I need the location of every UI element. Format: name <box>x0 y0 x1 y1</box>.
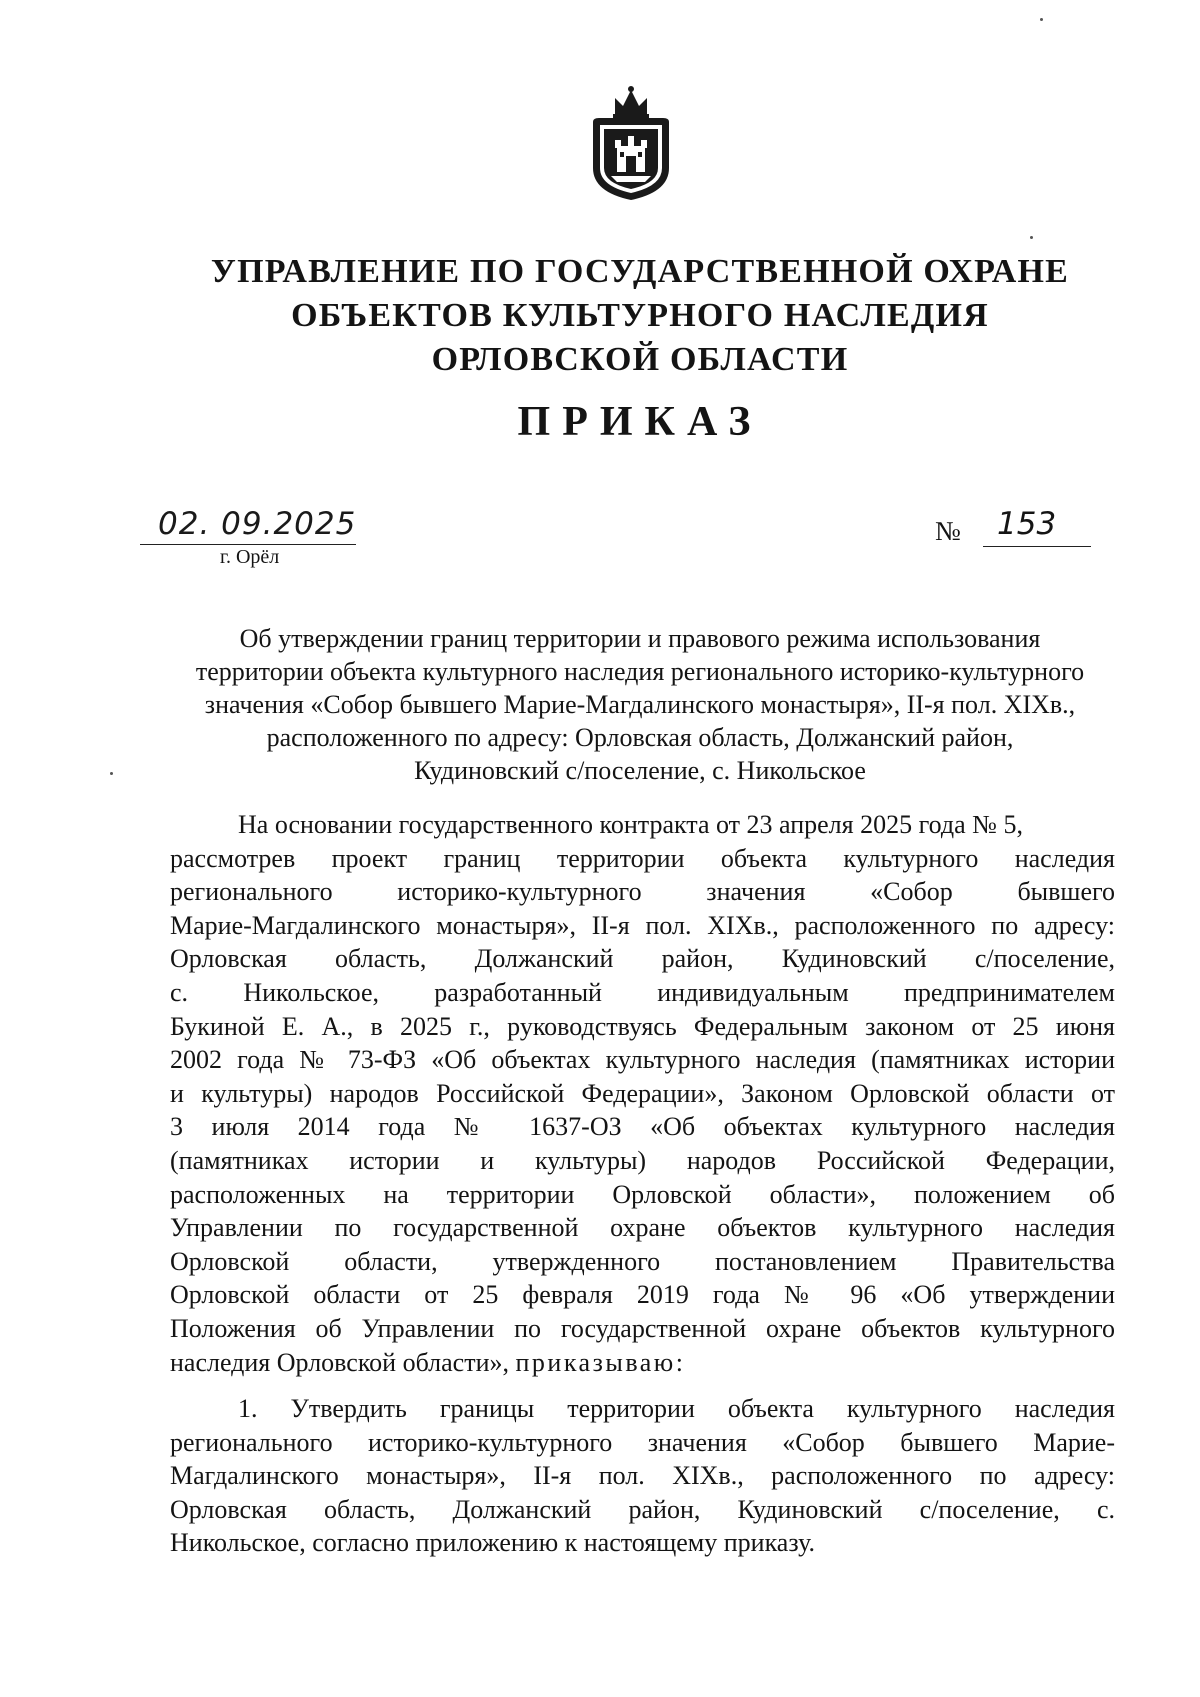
order-item-1 <box>170 1392 1115 1560</box>
preamble-line: регионального историко-культурного значения «Собор бывшего <box>170 877 1115 907</box>
preamble-line: На основании государственного контракта от 23 апреля 2025 года № 5, <box>238 810 1023 839</box>
scan-speck <box>110 772 113 775</box>
preamble-line: рассмотрев проект границ территории объекта культурного наследия <box>170 843 1115 873</box>
order-keyword: приказываю: <box>515 1347 686 1377</box>
item-line: Никольское, согласно приложению к настоящему приказу. <box>170 1528 815 1558</box>
document-type-title: ПРИКАЗ <box>517 399 763 445</box>
handwritten-number: 153 <box>997 506 1057 542</box>
item-line: регионального историко-культурного значения «Собор бывшего Марие- <box>170 1427 1115 1457</box>
preamble-line: 2002 года № 73-ФЗ «Об объектах культурного наследия (памятниках истории <box>170 1045 1115 1075</box>
number-underline <box>983 546 1091 547</box>
organization-title <box>150 250 1130 382</box>
preamble-line: Орловской области, утвержденного постановлением Правительства <box>170 1246 1115 1276</box>
item-line: Магдалинского монастыря», II-я пол. XIXв., расположенного по адресу: <box>170 1461 1115 1491</box>
order-subject <box>160 622 1120 787</box>
preamble-line: Марие-Магдалинского монастыря», II-я пол. XIXв., расположенного по адресу: <box>170 910 1115 940</box>
scan-speck <box>1030 236 1033 239</box>
preamble-paragraph <box>170 808 1115 1379</box>
preamble-line: расположенных на территории Орловской области», положением об <box>170 1179 1115 1209</box>
preamble-line: (памятниках истории и культуры) народов Российской Федерации, <box>170 1145 1115 1175</box>
preamble-line: с. Никольское, разработанный индивидуальным предпринимателем <box>170 977 1115 1007</box>
org-title-line-1: УПРАВЛЕНИЕ ПО ГОСУДАРСТВЕННОЙ ОХРАНЕ <box>210 253 1070 290</box>
subject-line: Кудиновский с/поселение, с. Никольское <box>414 756 866 785</box>
subject-line: значения «Собор бывшего Марие-Магдалинского монастыря», II-я пол. XIXв., <box>204 690 1076 719</box>
scan-speck <box>1040 18 1043 21</box>
preamble-line: 3 июля 2014 года № 1637-ОЗ «Об объектах культурного наследия <box>170 1112 1115 1142</box>
preamble-last-line <box>170 1346 1115 1380</box>
preamble-line: Букиной Е. А., в 2025 г., руководствуясь Федеральным законом от 25 июня <box>170 1011 1115 1041</box>
item-line: Орловская область, Должанский район, Кудиновский с/поселение, с. <box>170 1494 1115 1524</box>
coat-of-arms-icon <box>585 84 677 202</box>
handwritten-date: 02. 09.2025 <box>158 506 357 542</box>
org-title-line-2: ОБЪЕКТОВ КУЛЬТУРНОГО НАСЛЕДИЯ <box>291 297 989 334</box>
preamble-line: Орловской области от 25 февраля 2019 года № 96 «Об утверждении <box>170 1280 1115 1310</box>
city-label: г. Орёл <box>220 546 280 568</box>
date-block <box>140 506 360 576</box>
subject-line: территории объекта культурного наследия регионального историко-культурного <box>195 657 1085 686</box>
number-label: № <box>935 516 961 546</box>
preamble-last-text: наследия Орловской области», <box>170 1347 509 1377</box>
preamble-line: Управлении по государственной охране объектов культурного наследия <box>170 1213 1115 1243</box>
item-line: 1. Утвердить границы территории объекта культурного наследия <box>238 1394 1115 1423</box>
org-title-line-3: ОРЛОВСКОЙ ОБЛАСТИ <box>431 341 849 378</box>
date-underline <box>140 544 356 545</box>
subject-line: расположенного по адресу: Орловская область, Должанский район, <box>266 723 1014 752</box>
preamble-line: и культуры) народов Российской Федерации», Законом Орловской области от <box>170 1078 1115 1108</box>
preamble-line: Положения об Управлении по государственной охране объектов культурного <box>170 1313 1115 1343</box>
subject-line: Об утверждении границ территории и правового режима использования <box>239 624 1041 653</box>
order-number-block <box>935 506 1095 552</box>
preamble-line: Орловская область, Должанский район, Кудиновский с/поселение, <box>170 944 1115 974</box>
